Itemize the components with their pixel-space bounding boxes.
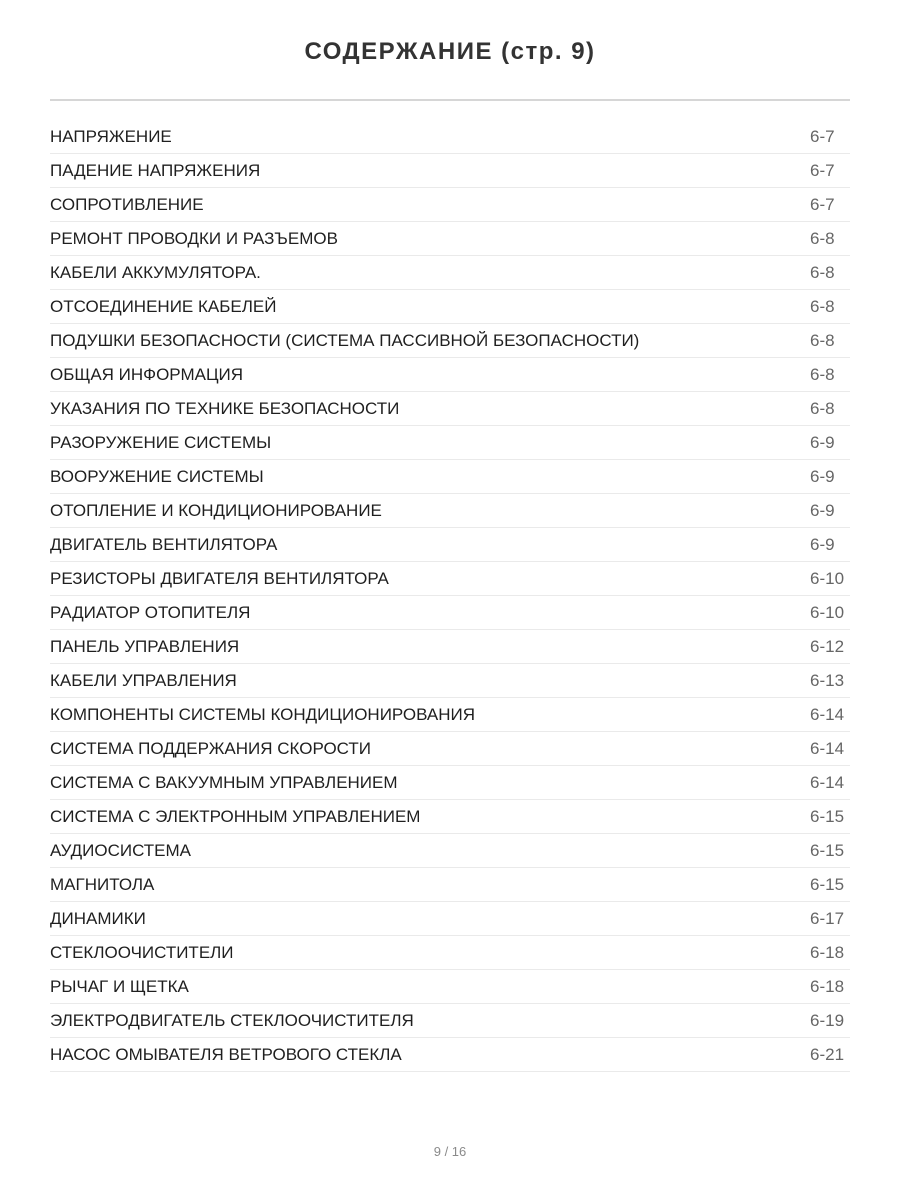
toc-entry[interactable] (50, 732, 850, 766)
toc-entry[interactable] (50, 698, 850, 732)
toc-entry-title: ПОДУШКИ БЕЗОПАСНОСТИ (СИСТЕМА ПАССИВНОЙ БЕЗОПАСНОСТИ) (50, 330, 640, 350)
toc-entry-page: 6-8 (810, 228, 835, 248)
toc-entry-title: ВООРУЖЕНИЕ СИСТЕМЫ (50, 466, 264, 486)
toc-entry-page: 6-13 (810, 670, 845, 690)
toc-entry-page: 6-10 (810, 568, 845, 588)
toc-entry-title: НАСОС ОМЫВАТЕЛЯ ВЕТРОВОГО СТЕКЛА (50, 1044, 402, 1064)
toc-entry-page: 6-10 (810, 602, 845, 622)
toc-entry-title: КАБЕЛИ УПРАВЛЕНИЯ (50, 670, 237, 690)
toc-entry-title: КАБЕЛИ АККУМУЛЯТОРА. (50, 262, 261, 282)
toc-entry-page: 6-15 (810, 806, 845, 826)
toc-entry[interactable] (50, 460, 850, 494)
toc-entry-page: 6-9 (810, 432, 835, 452)
toc-entry[interactable] (50, 120, 850, 154)
page-title: СОДЕРЖАНИЕ (стр. 9) (304, 38, 596, 65)
toc-entry-page: 6-14 (810, 772, 845, 792)
toc-entry-page: 6-14 (810, 704, 845, 724)
toc-entry-title: ДВИГАТЕЛЬ ВЕНТИЛЯТОРА (50, 534, 278, 554)
toc-entry-page: 6-19 (810, 1010, 845, 1030)
toc-entry[interactable] (50, 902, 850, 936)
toc-entry-page: 6-12 (810, 636, 845, 656)
toc-entry[interactable] (50, 834, 850, 868)
toc-entry-title: ОТОПЛЕНИЕ И КОНДИЦИОНИРОВАНИЕ (50, 500, 382, 520)
toc-entry[interactable] (50, 664, 850, 698)
toc-entry-title: ЭЛЕКТРОДВИГАТЕЛЬ СТЕКЛООЧИСТИТЕЛЯ (50, 1010, 414, 1030)
toc-entry-title: СИСТЕМА ПОДДЕРЖАНИЯ СКОРОСТИ (50, 738, 371, 758)
toc-entry[interactable] (50, 1038, 850, 1072)
toc-entry[interactable] (50, 358, 850, 392)
toc-entry-title: ПАДЕНИЕ НАПРЯЖЕНИЯ (50, 160, 261, 180)
toc-entry-page: 6-9 (810, 466, 835, 486)
toc-entry[interactable] (50, 392, 850, 426)
toc-entry[interactable] (50, 562, 850, 596)
toc-entry-page: 6-15 (810, 874, 845, 894)
toc-entry-title: УКАЗАНИЯ ПО ТЕХНИКЕ БЕЗОПАСНОСТИ (50, 398, 400, 418)
toc-entry-title: ПАНЕЛЬ УПРАВЛЕНИЯ (50, 636, 240, 656)
toc-entry-page: 6-17 (810, 908, 845, 928)
toc-entry-title: СТЕКЛООЧИСТИТЕЛИ (50, 942, 234, 962)
toc-entry-page: 6-7 (810, 126, 835, 146)
toc-entry[interactable] (50, 868, 850, 902)
toc-entry[interactable] (50, 630, 850, 664)
toc-entry[interactable] (50, 154, 850, 188)
toc-entry-title: РЕМОНТ ПРОВОДКИ И РАЗЪЕМОВ (50, 228, 338, 248)
toc-entry[interactable] (50, 256, 850, 290)
toc-entry[interactable] (50, 188, 850, 222)
toc-entry-title: РАДИАТОР ОТОПИТЕЛЯ (50, 602, 251, 622)
toc-entry[interactable] (50, 800, 850, 834)
toc-entry-page: 6-9 (810, 500, 835, 520)
toc-entry-page: 6-8 (810, 262, 835, 282)
toc-entry-page: 6-9 (810, 534, 835, 554)
table-of-contents (50, 120, 850, 1072)
toc-entry-title: НАПРЯЖЕНИЕ (50, 126, 172, 146)
toc-entry-title: СОПРОТИВЛЕНИЕ (50, 194, 204, 214)
toc-entry-title: РЕЗИСТОРЫ ДВИГАТЕЛЯ ВЕНТИЛЯТОРА (50, 568, 389, 588)
toc-entry-page: 6-8 (810, 330, 835, 350)
toc-entry-title: ОБЩАЯ ИНФОРМАЦИЯ (50, 364, 244, 384)
toc-entry[interactable] (50, 596, 850, 630)
toc-entry[interactable] (50, 222, 850, 256)
toc-entry-page: 6-18 (810, 942, 845, 962)
toc-entry-page: 6-8 (810, 398, 835, 418)
title-divider (50, 99, 850, 101)
toc-entry-title: РАЗОРУЖЕНИЕ СИСТЕМЫ (50, 432, 272, 452)
toc-entry[interactable] (50, 290, 850, 324)
toc-entry[interactable] (50, 426, 850, 460)
toc-entry-page: 6-8 (810, 364, 835, 384)
toc-entry-title: КОМПОНЕНТЫ СИСТЕМЫ КОНДИЦИОНИРОВАНИЯ (50, 704, 475, 724)
toc-entry-title: ОТСОЕДИНЕНИЕ КАБЕЛЕЙ (50, 296, 277, 316)
toc-entry-page: 6-7 (810, 194, 835, 214)
toc-entry-title: МАГНИТОЛА (50, 874, 155, 894)
toc-entry-title: СИСТЕМА С ЭЛЕКТРОННЫМ УПРАВЛЕНИЕМ (50, 806, 421, 826)
toc-entry-title: СИСТЕМА С ВАКУУМНЫМ УПРАВЛЕНИЕМ (50, 772, 398, 792)
toc-entry[interactable] (50, 936, 850, 970)
toc-entry-page: 6-8 (810, 296, 835, 316)
toc-entry-page: 6-21 (810, 1044, 845, 1064)
toc-entry[interactable] (50, 766, 850, 800)
toc-entry[interactable] (50, 494, 850, 528)
page-indicator: 9 / 16 (433, 1144, 467, 1159)
toc-entry[interactable] (50, 1004, 850, 1038)
toc-entry[interactable] (50, 970, 850, 1004)
toc-entry-title: АУДИОСИСТЕМА (50, 840, 192, 860)
toc-entry-page: 6-14 (810, 738, 845, 758)
toc-entry-title: РЫЧАГ И ЩЕТКА (50, 976, 189, 996)
toc-entry-title: ДИНАМИКИ (50, 908, 146, 928)
toc-entry-page: 6-18 (810, 976, 845, 996)
toc-entry-page: 6-15 (810, 840, 845, 860)
toc-entry[interactable] (50, 324, 850, 358)
toc-entry[interactable] (50, 528, 850, 562)
toc-entry-page: 6-7 (810, 160, 835, 180)
